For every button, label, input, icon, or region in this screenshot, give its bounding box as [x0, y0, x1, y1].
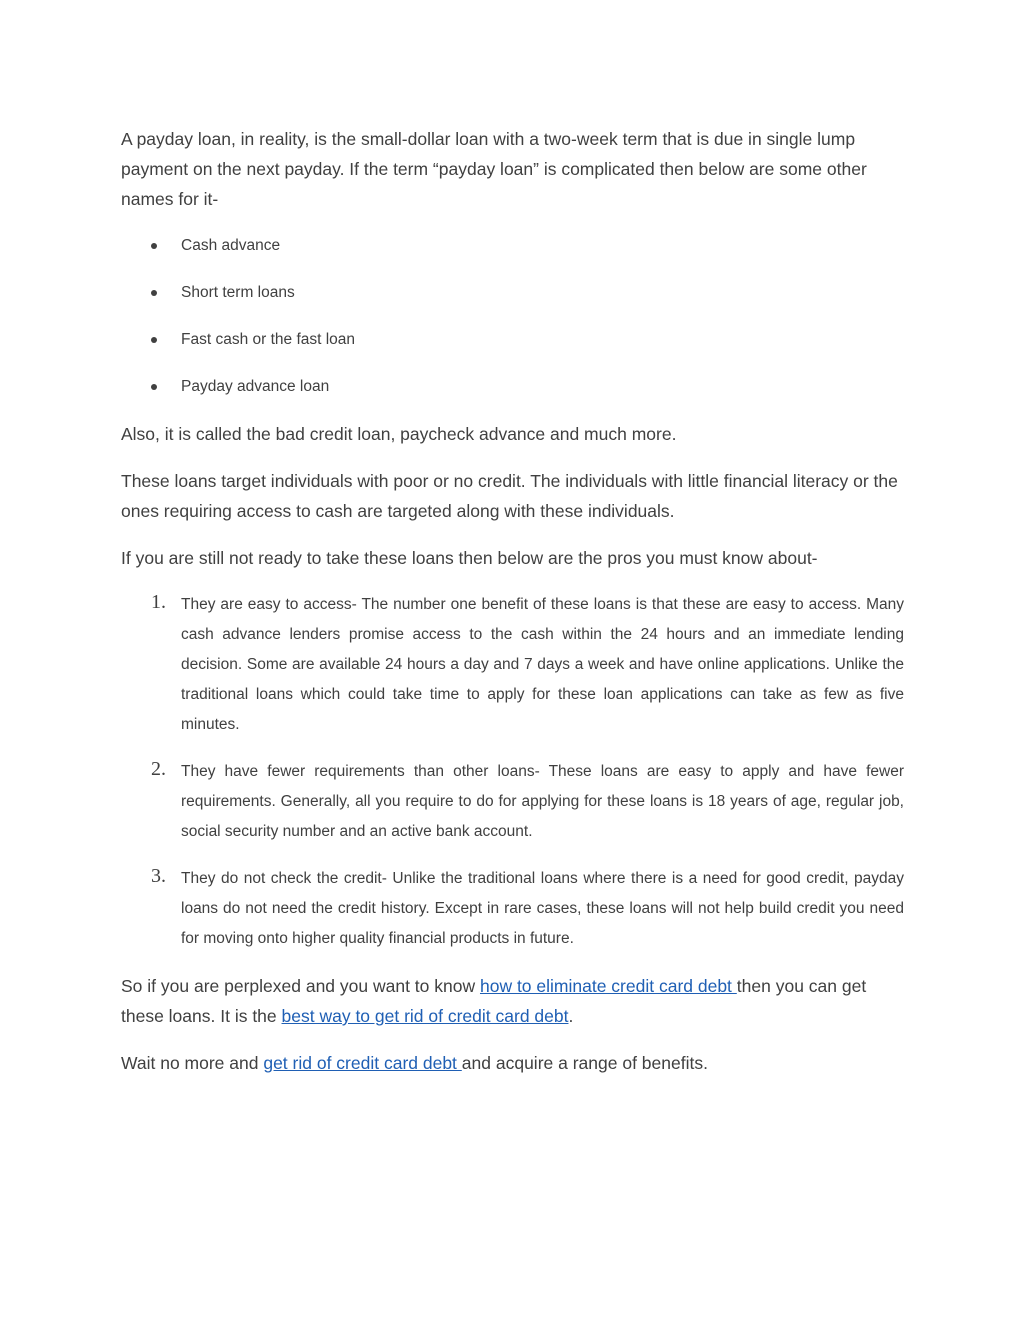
best-way-link[interactable]: best way to get rid of credit card debt: [281, 1006, 569, 1026]
conclusion-text-3: .: [568, 1006, 574, 1026]
pros-item-text: They do not check the credit- Unlike the traditional loans where there is a need for good credit, payday loans do not need the credit history. Except in rare cases, these loans will not help build credit you need for moving onto higher quality financial products in future.: [181, 870, 904, 947]
pros-item: [121, 757, 904, 847]
pros-list: [121, 590, 904, 954]
bullet-icon: [151, 384, 157, 390]
list-item: [121, 278, 904, 308]
pros-item: [121, 590, 904, 740]
bullet-icon: [151, 337, 157, 343]
conclusion-paragraph: [121, 971, 904, 1031]
conclusion-text-1: So if you are perplexed and you want to know: [121, 976, 480, 996]
list-item-label: Payday advance loan: [181, 378, 330, 395]
closing-paragraph: [121, 1048, 904, 1078]
list-item: [121, 372, 904, 402]
pros-item-number: 2.: [151, 758, 166, 780]
closing-text-2: and acquire a range of benefits.: [461, 1053, 708, 1073]
pros-item: [121, 864, 904, 954]
pros-item-text: They are easy to access- The number one benefit of these loans is that these are easy to access. Many cash advance lenders promise access to the cash within the 24 hours and an immediate lending decision. Some are available 24 hours a day and 7 days a week and have online applications. Unlike the traditional loans which could take time to apply for these loan applications can take as few as five minutes.: [181, 596, 904, 733]
pros-item-text: They have fewer requirements than other loans- These loans are easy to apply and have fewer requirements. Generally, all you require to do for applying for these loans is 18 years of age, regular job, social security number and an active bank account.: [181, 763, 904, 840]
closing-text-1: Wait no more and: [121, 1053, 264, 1073]
pros-intro-paragraph: If you are still not ready to take these loans then below are the pros you must know about-: [121, 548, 818, 568]
get-rid-of-debt-link[interactable]: get rid of credit card debt: [263, 1053, 462, 1073]
document-page: [121, 124, 904, 1095]
pros-item-number: 1.: [151, 591, 166, 613]
list-item-label: Fast cash or the fast loan: [181, 331, 356, 348]
list-item: [121, 231, 904, 261]
eliminate-debt-link[interactable]: how to eliminate credit card debt: [479, 976, 737, 996]
bullet-icon: [151, 243, 157, 249]
list-item: [121, 325, 904, 355]
intro-paragraph: A payday loan, in reality, is the small-dollar loan with a two-week term that is due in single lump payment on the next payday. If the term “payday loan” is complicated then below are some other names for it-: [121, 129, 867, 209]
list-item-label: Short term loans: [181, 284, 295, 301]
list-item-label: Cash advance: [181, 237, 281, 254]
pros-item-number: 3.: [151, 865, 166, 887]
other-names-list: [121, 231, 904, 402]
conclusion-text-2: then you can get these loans. It is the: [121, 976, 867, 1026]
target-paragraph: These loans target individuals with poor or no credit. The individuals with little financial literacy or the ones requiring access to cash are targeted along with these individuals.: [121, 471, 898, 521]
also-called-paragraph: Also, it is called the bad credit loan, paycheck advance and much more.: [121, 424, 677, 444]
bullet-icon: [151, 290, 157, 296]
